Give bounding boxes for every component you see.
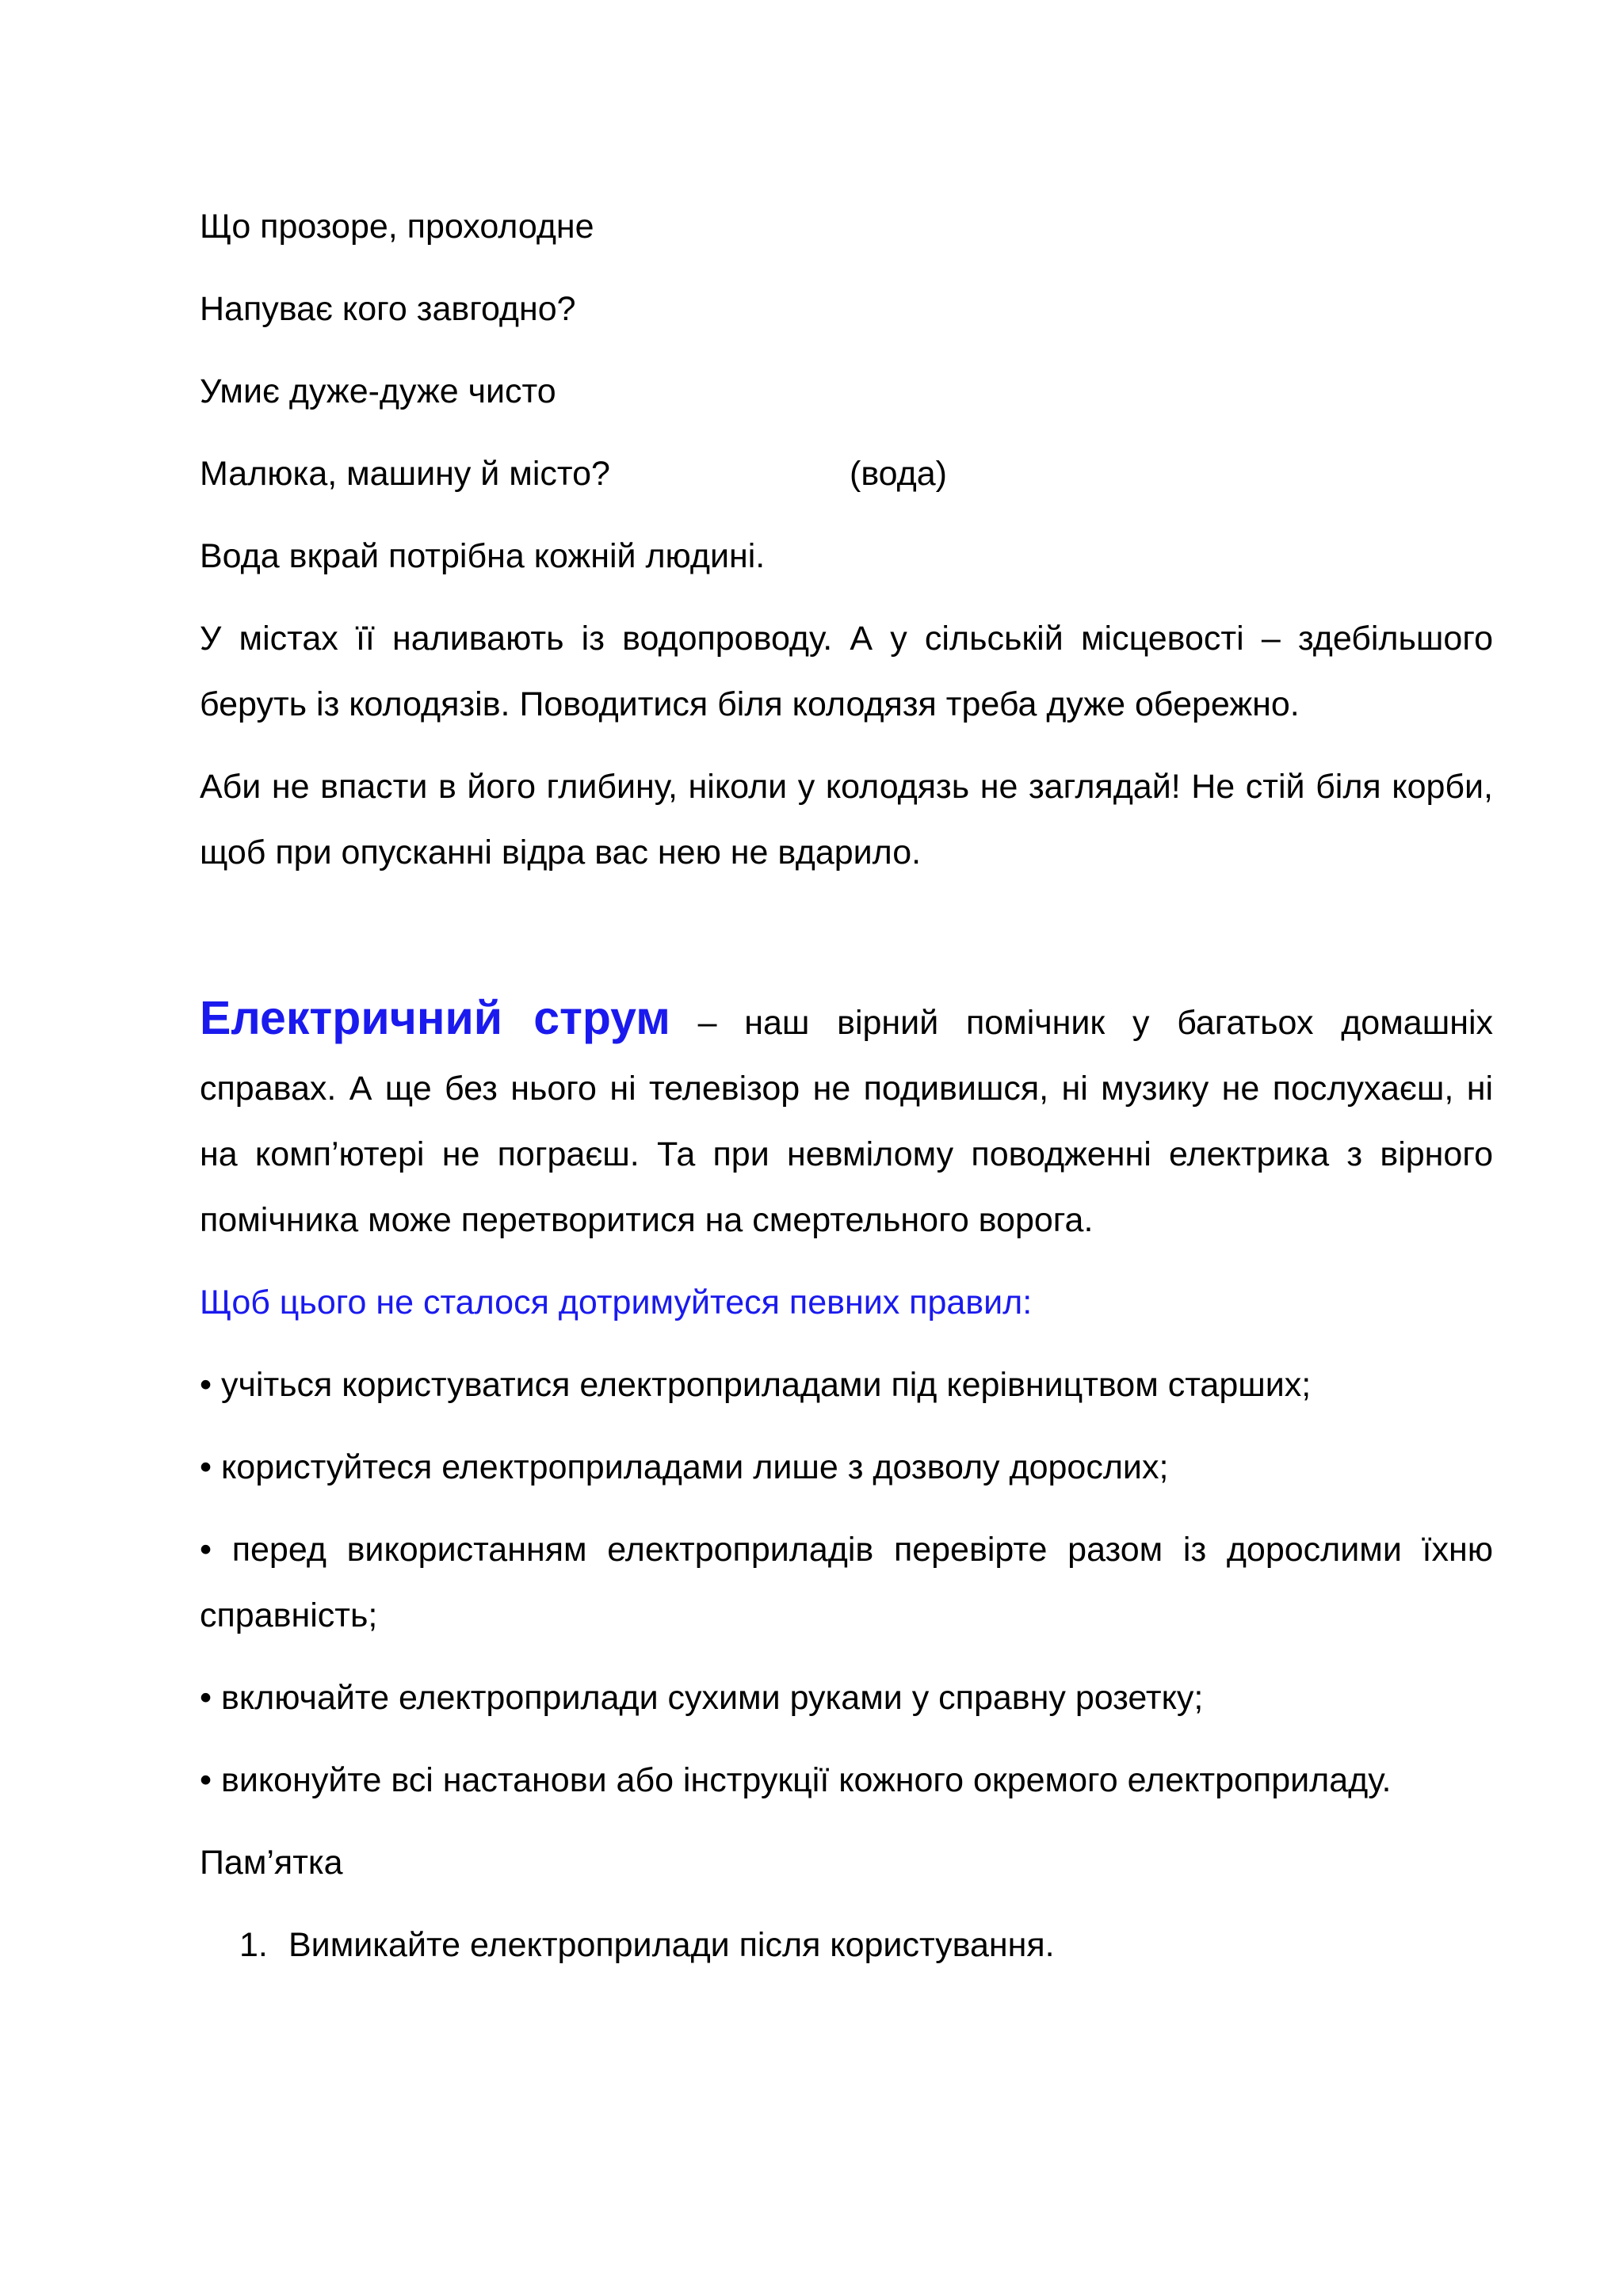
water-intro: Вода вкрай потрібна кожній людині. [200,537,766,575]
rule-item-3: • перед використанням електроприладів перевірте разом із дорослими їхню справність; [200,1531,1493,1634]
rule-item-1: • учіться користуватися електроприладами під керівництвом старших; [200,1366,1312,1404]
rule-item-4: • включайте електроприлади сухими руками у справну розетку; [200,1679,1204,1717]
water-paragraph-2: Аби не впасти в його глибину, ніколи у колодязь не заглядай! Не стій біля корби, щоб при опусканні відра вас нею не вдарило. [200,768,1493,871]
memo-item-number: 1. [239,1926,268,1964]
electricity-heading: Електричний струм [200,992,670,1044]
riddle-line-2: Напуває кого завгодно? [200,290,576,328]
electricity-paragraph [200,986,1493,1253]
rule-item-2: • користуйтеся електроприладами лише з дозволу дорослих; [200,1448,1169,1486]
memo-title: Пам’ятка [200,1844,343,1882]
riddle-answer: (вода) [850,455,947,493]
riddle-line-4-text: Малюка, машину й місто? [200,455,610,493]
electricity-text: – наш вірний помічник у багатьох домашніх справах. А ще без нього ні телевізор не подивишся, ні музику не послухаєш, ні на комп’ютері не пограєш. Та при невмілому поводженні електрика з вірного помічника може перетворитися на смертельного ворога. [200,1004,1493,1239]
document-body [200,194,1493,1978]
memo-item-text: Вимикайте електроприлади після користування. [288,1926,1055,1964]
rules-intro: Щоб цього не сталося дотримуйтеся певних правил: [200,1283,1033,1322]
rule-item-5: • виконуйте всі настанови або інструкції кожного окремого електроприладу. [200,1761,1392,1799]
riddle-line-3: Умиє дуже-дуже чисто [200,372,556,410]
memo-list [200,1913,1493,1978]
riddle-line-4 [200,441,1493,507]
riddle-line-1: Що прозоре, прохолодне [200,208,594,246]
memo-item [200,1913,1493,1978]
section-gap [200,902,1493,986]
water-paragraph-1: У містах її наливають із водопроводу. А у сільській місцевості – здебільшого беруть із колодязів. Поводитися біля колодязя треба дуже обережно. [200,620,1493,723]
